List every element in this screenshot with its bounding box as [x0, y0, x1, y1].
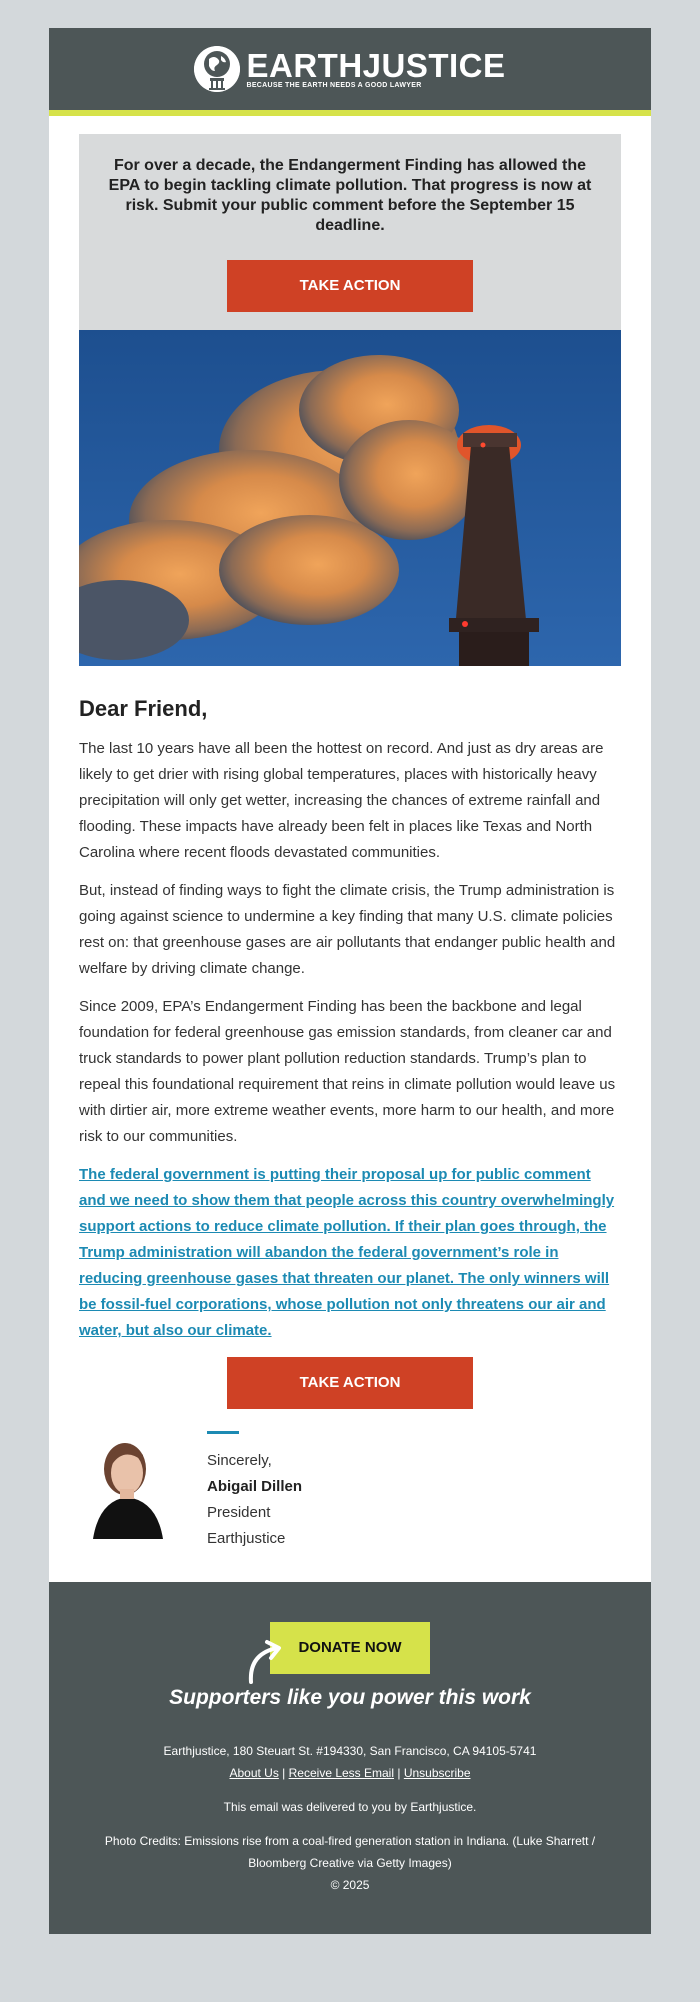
- email-content: [49, 116, 651, 1582]
- photo-credits: Photo Credits: Emissions rise from a coal-fired generation station in Indiana. (Luke Sharrett / Bloomberg Creative via Getty Images): [104, 1834, 596, 1870]
- receive-less-email-link[interactable]: Receive Less Email: [288, 1766, 395, 1780]
- link-separator: |: [282, 1766, 286, 1780]
- signer-portrait-photo: [83, 1429, 175, 1539]
- take-action-button-top[interactable]: TAKE ACTION: [227, 260, 473, 312]
- body-paragraph: The last 10 years have all been the hottest on record. And just as dry areas are likely to get drier with rising global temperatures, places with historically heavy precipitation will only get wetter, increasing the chances of extreme rainfall and flooding. These impacts have already been felt in places like Texas and North Carolina where recent floods devastated communities.: [79, 740, 604, 861]
- greeting: Dear Friend,: [79, 696, 208, 721]
- signature-text: [207, 1429, 302, 1552]
- public-comment-link[interactable]: The federal government is putting their proposal up for public comment and we need to show them that people across this country overwhelmingly support actions to reduce climate pollution. If their plan goes through, the Trump administration will abandon the federal government’s role in reducing greenhouse gases that threaten our planet. The only winners will be fossil-fuel corporations, whose pollution not only threatens our air and water, but also our climate.: [79, 1166, 615, 1339]
- signature-closing: Sincerely,: [207, 1452, 272, 1469]
- smokestack-emissions-photo[interactable]: [79, 330, 621, 666]
- donate-now-button[interactable]: DONATE NOW: [270, 1622, 430, 1674]
- email-header: [49, 28, 651, 110]
- donate-row: [79, 1622, 621, 1674]
- globe-column-icon: [194, 46, 240, 92]
- earthjustice-logo[interactable]: [194, 46, 505, 92]
- curved-arrow-icon: [245, 1638, 285, 1684]
- email-footer: [49, 1582, 651, 1934]
- brand-name: EARTHJUSTICE: [246, 46, 506, 84]
- signer-title: President: [207, 1504, 271, 1521]
- signer-name: Abigail Dillen: [207, 1478, 303, 1495]
- about-us-link[interactable]: About Us: [229, 1766, 279, 1780]
- callout-box: [79, 134, 621, 330]
- email-frame: [49, 28, 651, 1934]
- take-action-button-bottom[interactable]: TAKE ACTION: [227, 1357, 473, 1409]
- link-separator: |: [397, 1766, 401, 1780]
- footer-address: Earthjustice, 180 Steuart St. #194330, San Francisco, CA 94105-5741: [163, 1744, 537, 1758]
- brand-tagline: BECAUSE THE EARTH NEEDS A GOOD LAWYER: [246, 81, 422, 89]
- signature-block: [79, 1429, 621, 1552]
- signer-org: Earthjustice: [207, 1530, 286, 1547]
- delivery-note: This email was delivered to you by Earthjustice.: [223, 1800, 477, 1814]
- callout-text: For over a decade, the Endangerment Finding has allowed the EPA to begin tackling climate pollution. That progress is now at risk. Submit your public comment before the September 15 deadline.: [108, 157, 592, 234]
- body-paragraph: Since 2009, EPA’s Endangerment Finding has been the backbone and legal foundation for federal greenhouse gas emission standards, from cleaner car and truck standards to power plant pollution reduction standards. Trump’s plan to repeal this foundational requirement that reins in climate pollution would leave us with dirtier air, more extreme weather events, more harm to our health, and more risk to our communities.: [79, 998, 616, 1145]
- body-paragraph: But, instead of finding ways to fight the climate crisis, the Trump administration is going against science to undermine a key finding that many U.S. climate policies rest on: that greenhouse gases are air pollutants that endanger public health and welfare by driving climate change.: [79, 882, 616, 977]
- copyright: © 2025: [330, 1878, 370, 1892]
- signature-accent-bar: [207, 1431, 239, 1434]
- supporters-tagline: Supporters like you power this work: [169, 1686, 531, 1709]
- unsubscribe-link[interactable]: Unsubscribe: [403, 1766, 471, 1780]
- brand-wordmark: [246, 46, 506, 89]
- footer-links: [79, 1762, 621, 1784]
